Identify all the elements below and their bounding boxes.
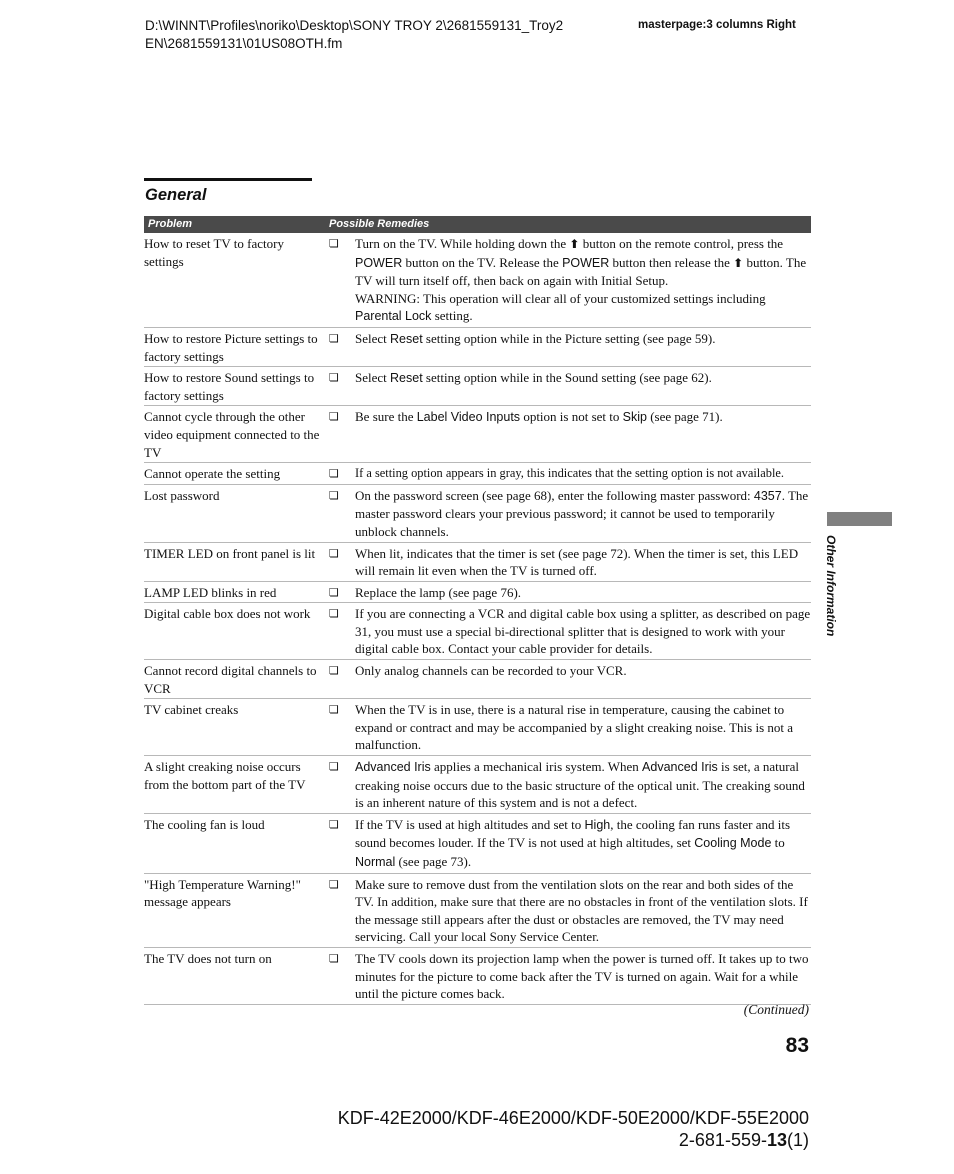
checkbox-icon: ❏ — [329, 237, 339, 250]
checkbox-icon: ❏ — [329, 546, 339, 560]
checkbox-icon: ❏ — [329, 703, 339, 717]
masterpage-label: masterpage:3 columns Right — [638, 19, 796, 31]
remedy-cell: Select Reset setting option while in the Sound setting (see page 62). — [355, 370, 712, 386]
remedy-cell: When lit, indicates that the timer is set (see page 72). When the timer is set, this LED will remain lit even when the TV is turned off. — [355, 545, 799, 579]
page-number: 83 — [785, 1034, 809, 1057]
problem-cell: Digital cable box does not work — [144, 606, 311, 622]
table-row — [144, 603, 811, 660]
checkbox-icon: ❏ — [329, 817, 339, 831]
checkbox-icon: ❏ — [329, 467, 339, 481]
table-row — [144, 485, 811, 543]
file-path-line-1: D:\WINNT\Profiles\noriko\Desktop\SONY TROY 2\2681559131_Troy2 — [145, 18, 564, 33]
remedy-cell: If you are connecting a VCR and digital cable box using a splitter, as described on page 31, you must use a special bi-directional splitter that is designed to work with your digital cable box. Contact your cable provider for details. — [355, 606, 811, 657]
column-header-remedies: Possible Remedies — [329, 218, 430, 230]
remedy-cell: Advanced Iris applies a mechanical iris system. When Advanced Iris is set, a natural creaking noise occurs due to the basic structure of the optical unit. The creaking sound is an inherent nature of this system and is not a defect. — [355, 759, 805, 811]
problem-cell: LAMP LED blinks in red — [144, 584, 277, 600]
side-tab-label: Other Information — [824, 535, 838, 637]
table-row — [144, 814, 811, 874]
table-header — [144, 216, 811, 233]
continued-note: (Continued) — [743, 1002, 809, 1017]
problem-cell: Cannot operate the setting — [144, 466, 281, 482]
checkbox-icon: ❏ — [329, 664, 339, 678]
up-arrow-icon: ⬆ — [569, 237, 580, 251]
footer-models: KDF-42E2000/KDF-46E2000/KDF-50E2000/KDF-55E2000 — [337, 1108, 809, 1128]
problem-cell: TV cabinet creaks — [144, 702, 239, 718]
problem-cell: How to reset TV to factory settings — [144, 236, 284, 269]
table-row — [144, 660, 811, 699]
troubleshooting-table — [144, 216, 811, 1005]
remedy-cell: When the TV is in use, there is a natural rise in temperature, causing the cabinet to expand or contract and may be accompanied by a slight creaking noise. This is not a malfunction. — [355, 702, 794, 753]
checkbox-icon: ❏ — [329, 410, 339, 424]
problem-cell: How to restore Sound settings to factory settings — [144, 370, 315, 403]
checkbox-icon: ❏ — [329, 760, 339, 774]
remedy-cell: If the TV is used at high altitudes and set to High, the cooling fan runs faster and its sound becomes louder. If the TV is not used at high altitudes, set Cooling Mode to Normal (see page 73). — [355, 816, 791, 869]
footer-code: 2-681-559-13(1) — [678, 1130, 809, 1150]
problem-cell: The cooling fan is loud — [144, 816, 265, 832]
table-row — [144, 463, 811, 485]
remedy-cell: Be sure the Label Video Inputs option is not set to Skip (see page 71). — [355, 409, 723, 425]
checkbox-icon: ❏ — [329, 488, 339, 502]
file-path-line-2: EN\2681559131\01US08OTH.fm — [145, 36, 343, 51]
problem-cell: A slight creaking noise occurs from the bottom part of the TV — [144, 759, 306, 792]
table-row — [144, 948, 811, 1005]
problem-cell: "High Temperature Warning!" message appears — [144, 876, 301, 910]
side-tab-marker — [827, 512, 892, 526]
table-row — [144, 406, 811, 463]
table-row — [144, 756, 811, 814]
section-rule — [144, 178, 312, 181]
table-row — [144, 367, 811, 406]
remedy-cell: Only analog channels can be recorded to your VCR. — [355, 663, 627, 679]
file-path-header — [145, 17, 563, 53]
remedy-cell: Make sure to remove dust from the ventilation slots on the rear and both sides of the TV. In addition, make sure that there are no obstacles in front of the ventilation slots. If the message still appears after the dust or obstacles are removed, the TV may need servicing. Call your local Sony Service Center. — [355, 876, 808, 945]
checkbox-icon: ❏ — [329, 607, 339, 621]
table-row — [144, 543, 811, 582]
remedy-cell: The TV cools down its projection lamp when the power is turned off. It takes up to two minutes for the picture to come back after the TV is turned on again. Wait for a while until the picture comes back. — [355, 950, 809, 1002]
checkbox-icon: ❏ — [329, 877, 339, 891]
remedy-cell: Select Reset setting option while in the Picture setting (see page 59). — [355, 330, 716, 346]
remedy-cell: Turn on the TV. While holding down the ⬆ button on the remote control, press the POWER button on the TV. Release the POWER button then release the ⬆ button. The TV will turn itself off, then back on again with Initial Setup. WARNING: This operation will clear all of your customized settings including Parental Lock setting. — [355, 236, 807, 324]
checkbox-icon: ❏ — [329, 371, 339, 385]
table-row — [144, 233, 811, 328]
problem-cell: Cannot record digital channels to VCR — [144, 663, 317, 696]
section-title: General — [145, 186, 207, 204]
problem-cell: The TV does not turn on — [144, 950, 272, 966]
checkbox-icon: ❏ — [329, 331, 339, 345]
problem-cell: TIMER LED on front panel is lit — [144, 545, 316, 561]
problem-cell: Lost password — [144, 487, 220, 503]
problem-cell: Cannot cycle through the other video equipment connected to the TV — [144, 409, 320, 460]
table-row — [144, 328, 811, 367]
table-row — [144, 874, 811, 948]
table-row — [144, 699, 811, 756]
up-arrow-icon: ⬆ — [733, 255, 744, 270]
column-header-problem: Problem — [148, 218, 193, 230]
remedy-cell: If a setting option appears in gray, this indicates that the setting option is not available. — [355, 466, 784, 481]
remedy-cell: On the password screen (see page 68), enter the following master password: 4357. The master password clears your previous password; it cannot be used to temporarily unblock channels. — [355, 487, 809, 539]
remedy-cell: Replace the lamp (see page 76). — [355, 584, 522, 600]
table-row — [144, 582, 811, 604]
checkbox-icon: ❏ — [329, 585, 339, 599]
checkbox-icon: ❏ — [329, 951, 339, 965]
problem-cell: How to restore Picture settings to factory settings — [144, 330, 318, 364]
